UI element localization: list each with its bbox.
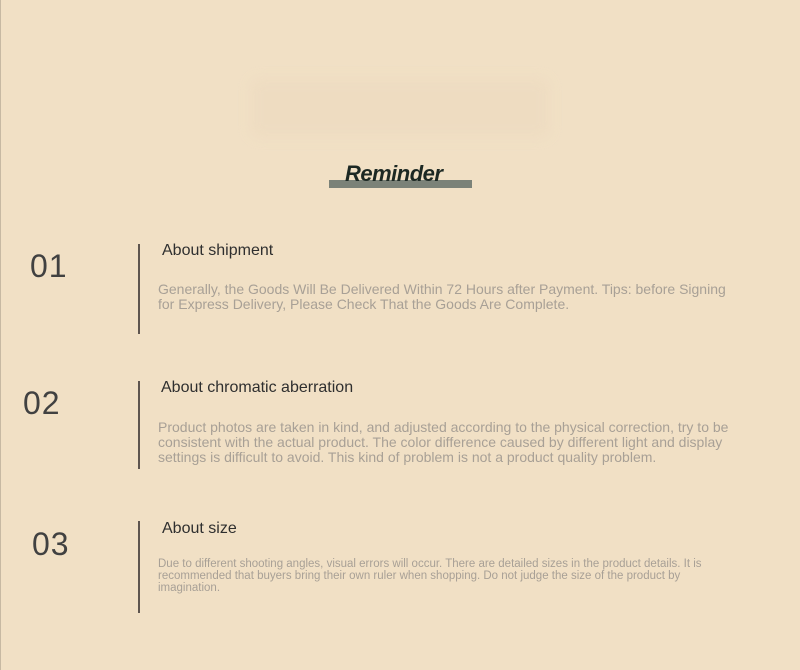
- item-text: Product photos are taken in kind, and adjusted according to the physical correction, try to be consistent with the actual product. The color difference caused by different light and display settings is difficult to avoid. This kind of problem is not a product quality problem.: [158, 419, 729, 465]
- left-border: [0, 0, 1, 670]
- item-number: 01: [30, 248, 68, 284]
- title-block: [329, 159, 472, 191]
- page-title: Reminder: [345, 161, 443, 186]
- item-divider: [138, 244, 140, 334]
- item-divider: [138, 521, 140, 613]
- background-blur: [250, 78, 550, 138]
- item-divider: [138, 381, 140, 469]
- item-number: 03: [32, 526, 70, 562]
- item-heading: About size: [162, 520, 237, 537]
- item-text: Due to different shooting angles, visual errors will occur. There are detailed sizes in the product details. It is recommended that buyers bring their own ruler when shopping. Do not judge the size of the product by imagination.: [158, 558, 702, 594]
- item-heading: About shipment: [162, 242, 274, 259]
- item-number: 02: [23, 385, 61, 421]
- item-heading: About chromatic aberration: [161, 379, 354, 396]
- item-text: Generally, the Goods Will Be Delivered Within 72 Hours after Payment. Tips: before Signing for Express Delivery, Please Check That the Goods Are Complete.: [158, 281, 726, 312]
